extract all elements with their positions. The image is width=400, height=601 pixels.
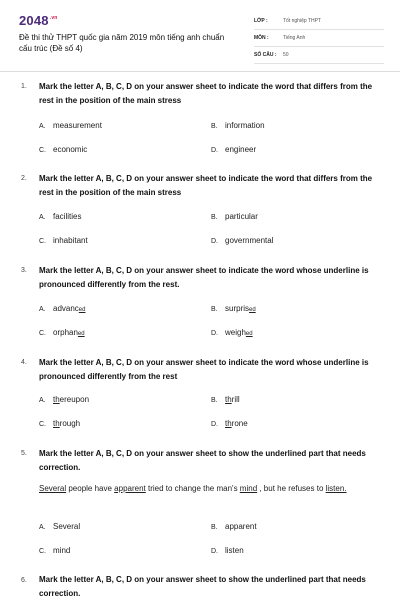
option-d[interactable]: [211, 546, 244, 555]
sentence-text: people have: [66, 484, 115, 493]
question-sentence: [39, 482, 369, 496]
question-number: 1.: [21, 83, 27, 90]
option-letter: B.: [211, 214, 218, 221]
logo-domain: .vn: [49, 15, 58, 21]
header: [0, 0, 400, 72]
option-b[interactable]: [211, 212, 258, 221]
meta-label: LỚP :: [254, 18, 268, 24]
option-a[interactable]: [39, 121, 102, 130]
option-letter: C.: [39, 548, 46, 555]
question-text: Mark the letter A, B, C, D on your answer sheet to indicate the word that differs from the rest in the position of the main stress: [39, 82, 373, 105]
option-text: governmental: [225, 236, 274, 245]
underlined-part: ed: [77, 331, 85, 337]
option-letter: B.: [211, 306, 218, 313]
option-d[interactable]: [211, 419, 248, 428]
question-text: Mark the letter A, B, C, D on your answer sheet to indicate the word that differs from the rest in the position of the main stress: [39, 174, 373, 197]
option-letter: C.: [39, 147, 46, 154]
question-text: Mark the letter A, B, C, D on your answer sheet to show the underlined part that needs correction.: [39, 449, 366, 472]
option-letter: A.: [39, 214, 46, 221]
option-letter: C.: [39, 238, 46, 245]
option-text: rone: [231, 419, 248, 428]
option-c[interactable]: [39, 419, 80, 428]
option-text: particular: [225, 212, 258, 221]
underlined-part: th: [53, 395, 60, 404]
question-text: Mark the letter A, B, C, D on your answer sheet to indicate the word whose underline is pronounced differently from the rest.: [39, 266, 369, 289]
underlined-part: th: [225, 419, 232, 428]
option-a[interactable]: [39, 395, 89, 404]
option-letter: D.: [211, 147, 218, 154]
meta-value: Tiếng Anh: [283, 35, 306, 41]
option-text: engineer: [225, 145, 257, 154]
question-number: 6.: [21, 577, 27, 584]
sentence-text: tried to change the man's: [145, 484, 240, 493]
option-c[interactable]: [39, 546, 70, 555]
option-text: economic: [53, 145, 88, 154]
option-letter: B.: [211, 397, 218, 404]
question-number: 5.: [21, 450, 27, 457]
meta-row-class: [254, 13, 384, 30]
option-letter: B.: [211, 123, 218, 130]
option-letter: D.: [211, 421, 218, 428]
option-text: advanc: [53, 304, 79, 313]
option-letter: A.: [39, 397, 46, 404]
question-number: 3.: [21, 267, 27, 274]
option-text: mind: [53, 546, 71, 555]
underlined-part: ed: [245, 331, 253, 337]
underlined-part: mind: [239, 484, 258, 493]
underlined-part: Several: [39, 484, 67, 493]
option-letter: D.: [211, 548, 218, 555]
option-c[interactable]: [39, 328, 85, 337]
meta-row-count: [254, 47, 384, 64]
option-letter: C.: [39, 421, 46, 428]
question-text: Mark the letter A, B, C, D on your answer sheet to indicate the word whose underline is pronounced differently from the rest: [39, 358, 369, 381]
logo-text: 2048: [19, 13, 49, 28]
option-text: apparent: [225, 522, 257, 531]
question-number: 4.: [21, 359, 27, 366]
question-number: 2.: [21, 175, 27, 182]
option-a[interactable]: [39, 304, 85, 313]
option-c[interactable]: [39, 236, 88, 245]
meta-label: SỐ CÂU :: [254, 52, 277, 58]
option-letter: A.: [39, 123, 46, 130]
option-letter: A.: [39, 524, 46, 531]
option-letter: D.: [211, 330, 218, 337]
option-b[interactable]: [211, 395, 240, 404]
underlined-part: th: [53, 419, 60, 428]
underlined-part: apparent: [114, 484, 146, 493]
option-letter: B.: [211, 524, 218, 531]
option-text: facilities: [53, 212, 82, 221]
logo[interactable]: [19, 13, 58, 28]
option-text: measurement: [53, 121, 102, 130]
option-text: rill: [231, 395, 240, 404]
option-text: weigh: [225, 328, 246, 337]
option-d[interactable]: [211, 328, 253, 337]
underlined-part: th: [225, 395, 232, 404]
meta-label: MÔN :: [254, 35, 269, 41]
option-b[interactable]: [211, 121, 265, 130]
option-text: rough: [59, 419, 81, 428]
option-a[interactable]: [39, 212, 81, 221]
option-letter: C.: [39, 330, 46, 337]
header-divider: [0, 71, 400, 72]
question-text: Mark the letter A, B, C, D on your answer sheet to show the underlined part that needs correction.: [39, 575, 366, 598]
option-b[interactable]: [211, 522, 257, 531]
option-text: listen: [225, 546, 244, 555]
option-d[interactable]: [211, 145, 256, 154]
option-text: ereupon: [59, 395, 90, 404]
meta-row-subject: [254, 30, 384, 47]
option-letter: D.: [211, 238, 218, 245]
option-a[interactable]: [39, 522, 80, 531]
option-b[interactable]: [211, 304, 256, 313]
meta-value: 50: [283, 52, 289, 58]
meta-info: [254, 13, 384, 64]
option-letter: A.: [39, 306, 46, 313]
option-text: inhabitant: [53, 236, 88, 245]
option-text: information: [225, 121, 265, 130]
option-text: Several: [53, 522, 81, 531]
option-text: orphan: [53, 328, 78, 337]
underlined-part: ed: [78, 307, 86, 313]
underlined-part: ed: [249, 307, 256, 313]
meta-value: Tốt nghiệp THPT: [283, 18, 321, 24]
option-d[interactable]: [211, 236, 273, 245]
sentence-text: , but he refuses to: [257, 484, 326, 493]
underlined-part: listen.: [325, 484, 347, 493]
document-title: Đề thi thử THPT quốc gia năm 2019 môn tiếng anh chuẩn cấu trúc (Đề số 4): [19, 33, 225, 53]
option-c[interactable]: [39, 145, 87, 154]
option-text: surpris: [225, 304, 250, 313]
